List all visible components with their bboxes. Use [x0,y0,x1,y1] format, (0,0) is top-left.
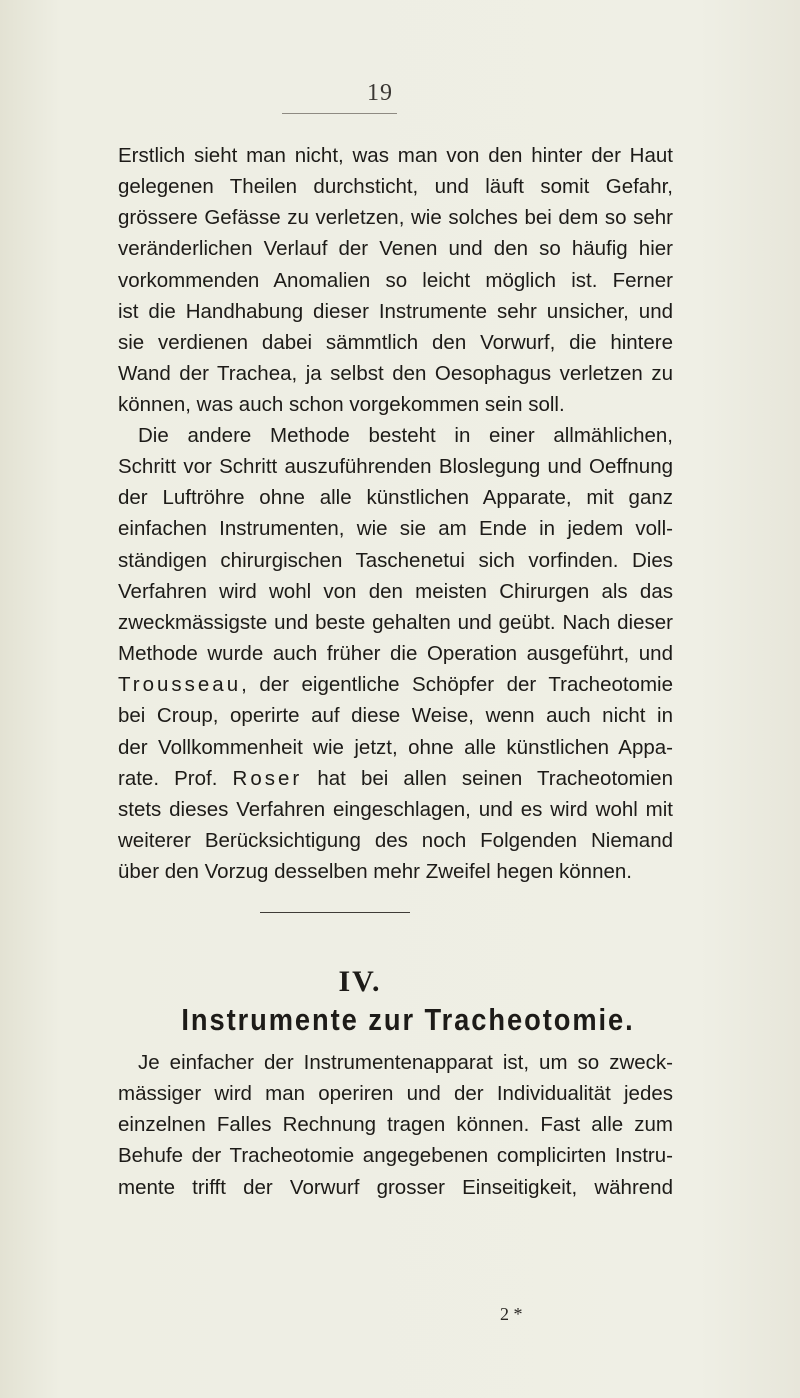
text-line: über den Vorzug desselben mehr Zweifel hegen können. [118,860,632,884]
text-line: Wand der Trachea, ja selbst den Oesophagus verletzen zu [118,362,673,386]
text-line: einfachen Instrumenten, wie sie am Ende in jedem voll- [118,517,673,541]
text-line: sie verdienen dabei sämmtlich den Vorwurf, die hintere [118,330,673,354]
text-line-roser [118,763,673,794]
text-line: Je einfacher der Instrumentenapparat ist, um so zweck- [138,1051,673,1074]
section-title: Instrumente zur Tracheotomie. [181,1002,635,1037]
paragraph-2 [118,420,673,887]
text-line: mente trifft der Vorwurf grosser Einseitigkeit, während [118,1175,673,1199]
text-fragment: , der eigentliche Schöpfer der Tracheotomie [241,673,673,697]
text-line: bei Croup, operirte auf diese Weise, wenn auch nicht in [118,704,673,728]
text-line: Die andere Methode besteht in einer allmählichen, [138,424,673,447]
text-fragment: hat bei allen seinen Tracheotomien [302,766,673,790]
text-line: Behufe der Tracheotomie angegebenen complicirten Instru- [118,1144,673,1168]
signature-mark: 2 * [500,1304,523,1324]
text-line: gelegenen Theilen durchsticht, und läuft somit Gefahr, [118,175,673,199]
section-divider [260,912,410,913]
text-line: Erstlich sieht man nicht, was man von den hinter der Haut [118,144,673,167]
text-line: Methode wurde auch früher die Operation ausgeführt, und [118,642,673,666]
header-rule [282,113,397,114]
text-line: vorkommenden Anomalien so leicht möglich ist. Ferner [118,268,673,292]
paragraph-3 [118,1047,673,1203]
text-line: der Vollkommenheit wie jetzt, ohne alle künstlichen Appa- [118,735,673,759]
text-line: können, was auch schon vorgekommen sein soll. [118,393,565,417]
paragraph-1 [118,140,673,420]
text-line: ständigen chirurgischen Taschenetui sich vorfinden. Dies [118,548,673,572]
text-line: mässiger wird man operiren und der Individualität jedes [118,1082,673,1106]
text-line-trousseau [118,669,673,700]
text-line: weiterer Berücksichtigung des noch Folgenden Niemand [118,829,673,853]
text-line: Verfahren wird wohl von den meisten Chirurgen als das [118,579,673,603]
text-line: veränderlichen Verlauf der Venen und den so häufig hier [118,237,673,261]
text-line: zweckmässigste und beste gehalten und geübt. Nach dieser [118,610,673,634]
person-name-roser: Roser [232,766,303,790]
text-line: ist die Handhabung dieser Instrumente sehr unsicher, und [118,299,673,323]
person-name-trousseau: Trousseau [118,673,242,697]
text-fragment: rate. Prof. [118,766,233,790]
section-number: IV. [338,965,382,998]
text-line: Schritt vor Schritt auszuführenden Bloslegung und Oeffnung [118,455,673,479]
page-number: 19 [367,80,393,106]
text-line: grössere Gefässe zu verletzen, wie solches bei dem so sehr [118,206,673,230]
text-line: der Luftröhre ohne alle künstlichen Apparate, mit ganz [118,486,673,510]
text-line: stets dieses Verfahren eingeschlagen, und es wird wohl mit [118,797,673,821]
text-line: einzelnen Falles Rechnung tragen können. Fast alle zum [118,1113,673,1137]
